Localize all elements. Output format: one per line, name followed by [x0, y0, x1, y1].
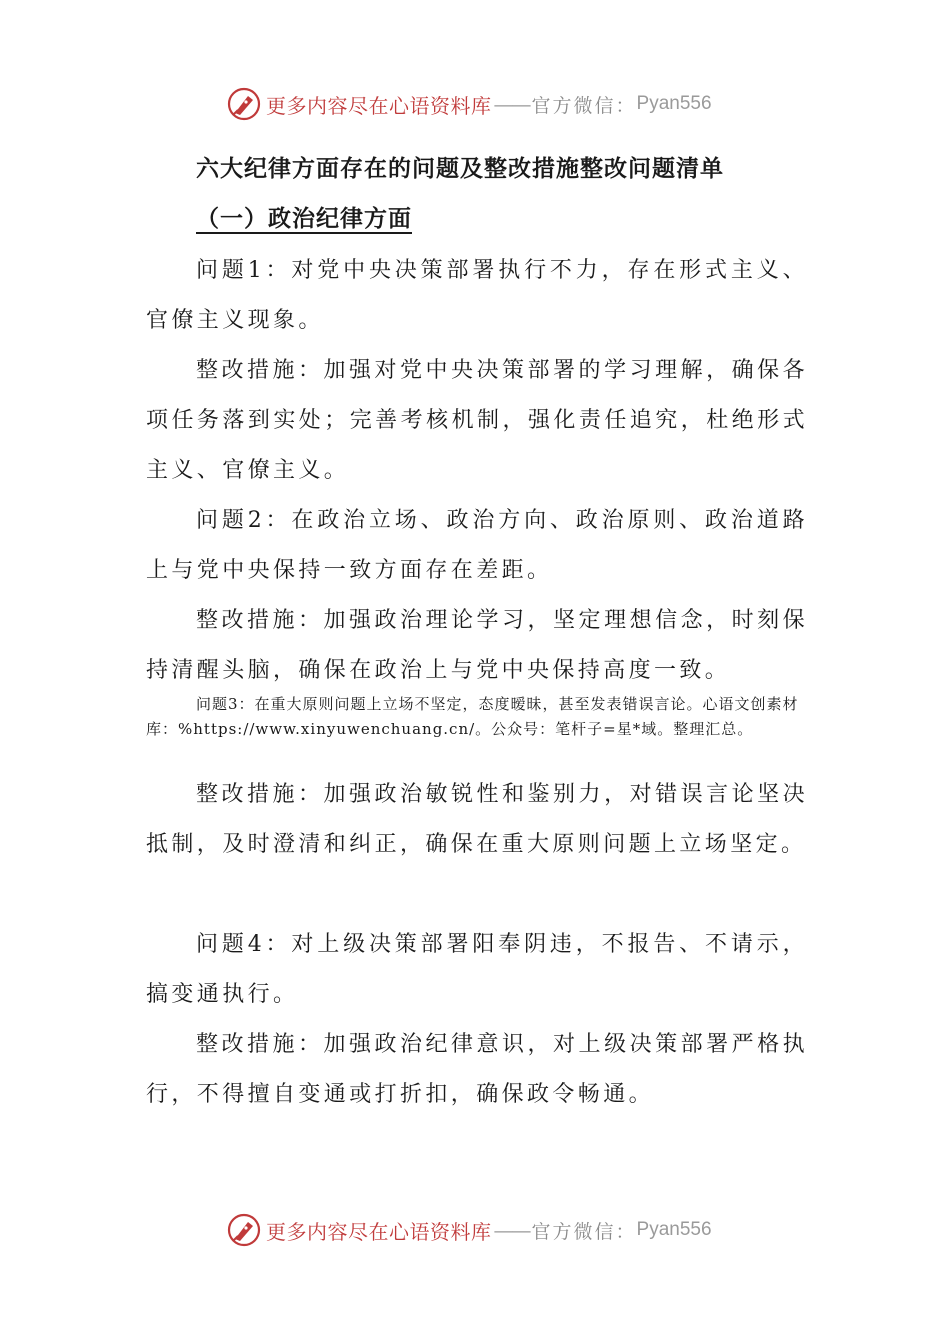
header-banner — [226, 84, 712, 124]
problem-4: 问题4：对上级决策部署阳奉阴违，不报告、不请示，搞变通执行。 — [146, 932, 808, 1007]
measure-2: 整改措施：加强政治理论学习，坚定理想信念，时刻保持清醒头脑，确保在政治上与党中央保持高度一致。 — [146, 608, 808, 683]
pen-nib-logo-icon — [226, 1212, 262, 1248]
problem-1: 问题1：对党中央决策部署执行不力，存在形式主义、官僚主义现象。 — [146, 258, 808, 333]
banner-label: 官方微信： — [531, 94, 637, 117]
problem-2: 问题2：在政治立场、政治方向、政治原则、政治道路上与党中央保持一致方面存在差距。 — [146, 508, 808, 583]
measure-4: 整改措施：加强政治纪律意识，对上级决策部署严格执行，不得擅自变通或打折扣，确保政令畅通。 — [146, 1032, 808, 1107]
footer-banner — [226, 1210, 712, 1250]
banner-separator: —— — [493, 92, 530, 116]
banner-brand: 更多内容尽在心语资料库 — [266, 93, 492, 118]
banner-wechat-id: Pyan556 — [636, 93, 712, 114]
section-heading: （一）政治纪律方面 — [196, 205, 412, 232]
pen-nib-logo-icon — [226, 86, 262, 122]
measure-3: 整改措施：加强政治敏锐性和鉴别力，对错误言论坚决抵制，及时澄清和纠正，确保在重大原则问题上立场坚定。 — [146, 782, 808, 857]
problem-3: 问题3：在重大原则问题上立场不坚定，态度暧昧，甚至发表错误言论。心语文创素材库：%https://www.xinyuwenchuang.cn/。公众号：笔杆子=星*域。整理汇总。 — [146, 695, 799, 738]
banner-wechat-id: Pyan556 — [636, 1219, 712, 1240]
banner-separator: —— — [493, 1218, 530, 1242]
banner-brand: 更多内容尽在心语资料库 — [266, 1219, 492, 1244]
measure-1: 整改措施：加强对党中央决策部署的学习理解，确保各项任务落到实处；完善考核机制，强化责任追究，杜绝形式主义、官僚主义。 — [146, 358, 808, 483]
document-title: 六大纪律方面存在的问题及整改措施整改问题清单 — [196, 155, 724, 182]
banner-label: 官方微信： — [531, 1220, 637, 1243]
